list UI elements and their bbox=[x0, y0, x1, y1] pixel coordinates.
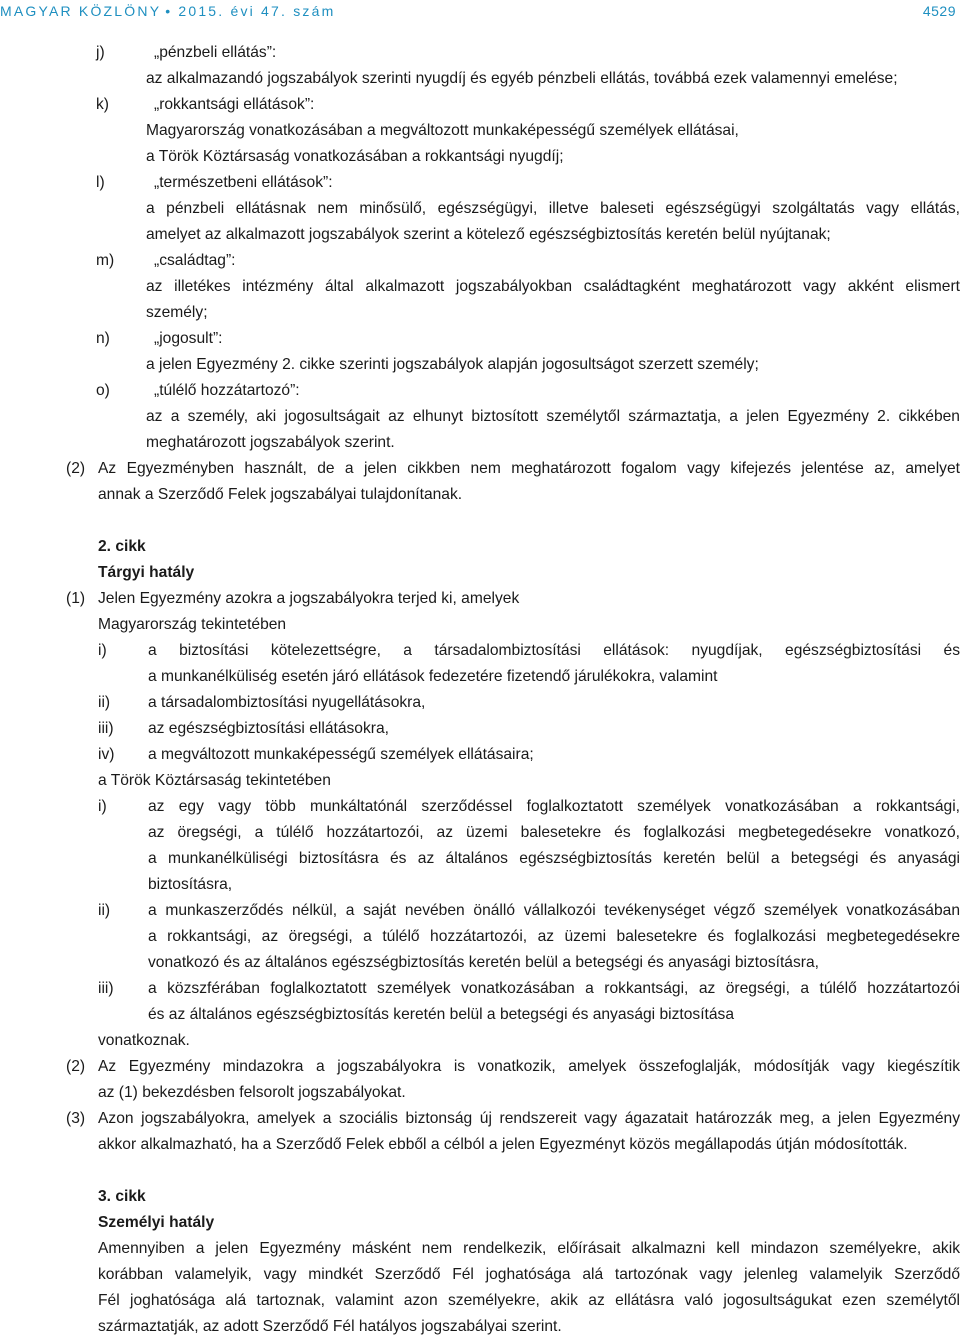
closing-row bbox=[66, 1028, 960, 1054]
page-header bbox=[0, 0, 960, 22]
definition-line: meghatározott jogszabályok szerint. bbox=[146, 434, 395, 451]
item-label: iv) bbox=[98, 746, 115, 763]
definition-text bbox=[66, 118, 960, 144]
closing-word: vonatkoznak. bbox=[98, 1032, 190, 1049]
definition-l bbox=[66, 170, 960, 196]
country-heading: Magyarország tekintetében bbox=[98, 616, 287, 633]
separator-dot: • bbox=[165, 3, 173, 19]
hungary-item-i bbox=[66, 638, 960, 664]
hungary-item-iv bbox=[66, 742, 960, 768]
article-title: Személyi hatály bbox=[98, 1214, 215, 1231]
paragraph-line: Amennyiben a jelen Egyezmény másként nem rendelkezik, előírásait alkalmazni kell mindazon személyekre, akik bbox=[98, 1240, 960, 1257]
article-number: 3. cikk bbox=[98, 1188, 146, 1205]
definition-line: személy; bbox=[146, 304, 208, 321]
item-line: biztosításra, bbox=[148, 876, 233, 893]
definition-term: „természetbeni ellátások”: bbox=[154, 174, 333, 191]
definition-line: az illetékes intézmény által alkalmazott jogszabályokban családtagként meghatározott vagy akként elismert bbox=[146, 278, 960, 295]
item-line: az öregségi, a túlélő hozzátartozói, az üzemi balesetekre és foglalkozási megbetegedésekre vonatkozó, bbox=[148, 824, 960, 841]
item-continuation bbox=[66, 950, 960, 976]
paragraph-2 bbox=[66, 456, 960, 482]
item-continuation bbox=[66, 872, 960, 898]
definition-j bbox=[66, 40, 960, 66]
article-title: Tárgyi hatály bbox=[98, 564, 195, 581]
paragraph-line: származtatják, az adott Szerződő Fél hatályos jogszabályai szerint. bbox=[98, 1318, 562, 1335]
issue-number: 2015. évi 47. szám bbox=[178, 3, 336, 19]
definition-text bbox=[66, 404, 960, 430]
definition-k bbox=[66, 92, 960, 118]
item-label: i) bbox=[98, 798, 107, 815]
definition-text bbox=[66, 300, 960, 326]
definition-text bbox=[66, 430, 960, 456]
document-body bbox=[66, 40, 960, 1340]
turkey-item-i bbox=[66, 794, 960, 820]
item-label: i) bbox=[98, 642, 107, 659]
definition-text bbox=[66, 352, 960, 378]
item-continuation bbox=[66, 846, 960, 872]
article-3-line bbox=[66, 1236, 960, 1262]
item-continuation bbox=[66, 1002, 960, 1028]
definition-n bbox=[66, 326, 960, 352]
paragraph-label: (1) bbox=[66, 590, 86, 607]
item-label: j) bbox=[96, 44, 105, 61]
page-number: 4529 bbox=[922, 3, 956, 19]
definition-line: Magyarország vonatkozásában a megváltozott munkaképességű személyek ellátásai, bbox=[146, 122, 739, 139]
spacer bbox=[66, 1158, 960, 1184]
paragraph-line: az (1) bekezdésben felsorolt jogszabályokat. bbox=[98, 1084, 406, 1101]
item-line: az egy vagy több munkáltatónál szerződéssel foglalkoztatott személyek vonatkozásában a rokkantsági, bbox=[148, 798, 960, 815]
definition-o bbox=[66, 378, 960, 404]
turkey-heading-row bbox=[66, 768, 960, 794]
hungary-item-ii bbox=[66, 690, 960, 716]
item-line: a munkanélküliség esetén járó ellátások fedezetére fizetendő járulékokra, valamint bbox=[148, 668, 718, 685]
item-label: n) bbox=[96, 330, 110, 347]
item-label: ii) bbox=[98, 694, 111, 711]
item-label: iii) bbox=[98, 980, 114, 997]
turkey-item-iii bbox=[66, 976, 960, 1002]
definition-term: „rokkantsági ellátások”: bbox=[154, 96, 315, 113]
item-line: a társadalombiztosítási nyugellátásokra, bbox=[148, 694, 426, 711]
item-continuation bbox=[66, 820, 960, 846]
paragraph-line: Fél joghatósága alá tartoznak, valamint azon személyekre, akik az ellátásra való jogosultságukat ezen személytől bbox=[98, 1292, 960, 1309]
definition-line: a Török Köztársaság vonatkozásában a rokkantsági nyugdíj; bbox=[146, 148, 564, 165]
item-line: vonatkozó és az általános egészségbiztosítás keretén belül a betegségi és anyasági biztosításra, bbox=[148, 954, 819, 971]
item-label: k) bbox=[96, 96, 109, 113]
definition-text bbox=[66, 196, 960, 222]
item-label: iii) bbox=[98, 720, 114, 737]
item-line: a rokkantsági, az öregségi, a túlélő hozzátartozói, az üzemi balesetekre és foglalkozási megbetegedésekre bbox=[148, 928, 960, 945]
definition-term: „jogosult”: bbox=[154, 330, 223, 347]
item-line: a munkanélküliségi biztosításra és az általános egészségbiztosítás keretén belül a betegségi és anyasági bbox=[148, 850, 960, 867]
article-number: 2. cikk bbox=[98, 538, 146, 555]
item-line: a közszférában foglalkoztatott személyek vonatkozásában a rokkantsági, az öregségi, a túlélő hozzátartozói bbox=[148, 980, 960, 997]
article-3-number-row bbox=[66, 1184, 960, 1210]
article-3-line bbox=[66, 1314, 960, 1340]
paragraph-line-row bbox=[66, 1132, 960, 1158]
item-continuation bbox=[66, 664, 960, 690]
item-line: az egészségbiztosítási ellátásokra, bbox=[148, 720, 389, 737]
country-heading: a Török Köztársaság tekintetében bbox=[98, 772, 331, 789]
definition-text bbox=[66, 274, 960, 300]
spacer bbox=[66, 508, 960, 534]
paragraph-line: akkor alkalmazható, ha a Szerződő Felek ebből a célból a jelen Egyezményt közös megállapodás útján módosították. bbox=[98, 1136, 908, 1153]
definition-line: az a személy, aki jogosultságait az elhunyt biztosított személytől származtatja, a jelen Egyezmény 2. cikkében bbox=[146, 408, 960, 425]
item-line: a biztosítási kötelezettségre, a társadalombiztosítási ellátások: nyugdíjak, egészségbiztosítási és bbox=[148, 642, 960, 659]
article-3-line bbox=[66, 1288, 960, 1314]
article-3-line bbox=[66, 1262, 960, 1288]
hungary-heading-row bbox=[66, 612, 960, 638]
paragraph-line: Azon jogszabályokra, amelyek a szociális biztonság új rendszereit vagy ágazatait határozzák meg, a jelen Egyezmény bbox=[98, 1110, 960, 1127]
journal-title bbox=[0, 2, 335, 20]
paragraph-line: annak a Szerződő Felek jogszabályai tulajdonítanak. bbox=[98, 486, 463, 503]
item-line: és az általános egészségbiztosítás keretén belül a betegségi és anyasági biztosítása bbox=[148, 1006, 734, 1023]
definition-line: az alkalmazandó jogszabályok szerinti nyugdíj és egyéb pénzbeli ellátás, továbbá ezek valamennyi emelése; bbox=[146, 70, 898, 87]
definition-text bbox=[66, 144, 960, 170]
paragraph-line: Az Egyezmény mindazokra a jogszabályokra is vonatkozik, amelyek összefoglalják, módosítják vagy kiegészítik bbox=[98, 1058, 960, 1075]
paragraph-line: Jelen Egyezmény azokra a jogszabályokra terjed ki, amelyek bbox=[98, 590, 520, 607]
item-label: ii) bbox=[98, 902, 111, 919]
article-2-paragraph-3 bbox=[66, 1106, 960, 1132]
journal-name: MAGYAR KÖZLÖNY bbox=[0, 3, 162, 19]
article-3-title-row bbox=[66, 1210, 960, 1236]
paragraph-label: (3) bbox=[66, 1110, 86, 1127]
item-line: a munkaszerződés nélkül, a saját nevében önálló vállalkozói tevékenységet végző személyek vonatkozásában bbox=[148, 902, 960, 919]
article-2-number-row bbox=[66, 534, 960, 560]
item-label: o) bbox=[96, 382, 110, 399]
paragraph-label: (2) bbox=[66, 460, 86, 477]
turkey-item-ii bbox=[66, 898, 960, 924]
paragraph-line: korábban valamelyik, vagy mindkét Szerződő Fél joghatósága alá tartozónak vagy jelenleg valamelyik Szerződő bbox=[98, 1266, 960, 1283]
definition-m bbox=[66, 248, 960, 274]
item-label: m) bbox=[96, 252, 115, 269]
paragraph-label: (2) bbox=[66, 1058, 86, 1075]
definition-text bbox=[66, 222, 960, 248]
definition-text bbox=[66, 66, 960, 92]
item-label: l) bbox=[96, 174, 105, 191]
article-2-paragraph-2 bbox=[66, 1054, 960, 1080]
paragraph-line: Az Egyezményben használt, de a jelen cikkben nem meghatározott fogalom vagy kifejezés jelentése az, amelyet bbox=[98, 460, 960, 477]
definition-term: „pénzbeli ellátás”: bbox=[154, 44, 277, 61]
item-continuation bbox=[66, 924, 960, 950]
paragraph-line-row bbox=[66, 482, 960, 508]
hungary-item-iii bbox=[66, 716, 960, 742]
definition-line: a jelen Egyezmény 2. cikke szerinti jogszabályok alapján jogosultságot szerzett személy; bbox=[146, 356, 759, 373]
paragraph-line-row bbox=[66, 1080, 960, 1106]
definition-line: a pénzbeli ellátásnak nem minősülő, egészségügyi, illetve baleseti egészségügyi szolgáltatás vagy ellátás, bbox=[146, 200, 960, 217]
item-line: a megváltozott munkaképességű személyek ellátásaira; bbox=[148, 746, 534, 763]
definition-term: „családtag”: bbox=[154, 252, 236, 269]
article-2-title-row bbox=[66, 560, 960, 586]
article-2-paragraph-1 bbox=[66, 586, 960, 612]
definition-term: „túlélő hozzátartozó”: bbox=[154, 382, 300, 399]
definition-line: amelyet az alkalmazott jogszabályok szerint a kötelező egészségbiztosítás keretén belül nyújtanak; bbox=[146, 226, 831, 243]
